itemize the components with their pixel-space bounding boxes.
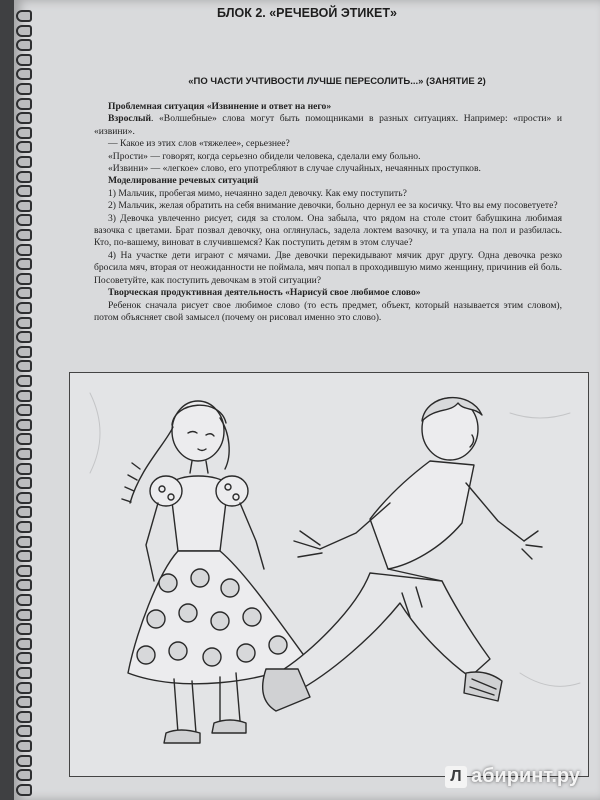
labirint-logo-icon: Л: [445, 766, 467, 788]
modeling-heading: Моделирование речевых ситуаций: [108, 175, 259, 187]
binding-ring: [16, 229, 32, 241]
binding-ring: [16, 609, 32, 621]
binding-ring: [16, 156, 32, 168]
binding-ring: [16, 302, 32, 314]
situation-2: 2) Мальчик, желая обратить на себя внимание девочки, больно дернул ее за косичку. Что вы ему посоветуете?: [108, 200, 558, 212]
binding-ring: [16, 214, 32, 226]
binding-ring: [16, 273, 32, 285]
binding-ring: [16, 638, 32, 650]
binding-ring: [16, 725, 32, 737]
binding-ring: [16, 375, 32, 387]
adult-paragraph: [94, 113, 562, 138]
binding-ring: [16, 521, 32, 533]
illustration-frame: [69, 372, 589, 777]
binding-ring: [16, 682, 32, 694]
question-line: — Какое из этих слов «тяжелее», серьезнее?: [108, 138, 290, 150]
binding-ring: [16, 565, 32, 577]
binding-ring: [16, 740, 32, 752]
binding-ring: [16, 784, 32, 796]
binding-ring: [16, 652, 32, 664]
binding-ring: [16, 463, 32, 475]
binding-ring: [16, 68, 32, 80]
binding-ring: [16, 98, 32, 110]
binding-ring: [16, 448, 32, 460]
binding-ring: [16, 287, 32, 299]
situation-1: 1) Мальчик, пробегая мимо, нечаянно задел девочку. Как ему поступить?: [108, 187, 407, 199]
binding-ring: [16, 623, 32, 635]
binding-ring: [16, 244, 32, 256]
binding-ring: [16, 54, 32, 66]
lesson-text: [94, 101, 562, 324]
binding-ring: [16, 317, 32, 329]
binding-ring: [16, 696, 32, 708]
binding-ring: [16, 25, 32, 37]
binding-ring: [16, 419, 32, 431]
situation-4: 4) На участке дети играют с мячами. Две девочки перекидывают мячик друг другу. Одна девочка резко бросила мяч, вторая от неожиданности не поймала, мяч попал в проходившую мимо женщину, причинив ей боль. Посоветуйте, как поступить девочкам в этой ситуации?: [94, 249, 562, 286]
adult-text: . «Волшебные» слова могут быть помощниками в разных ситуациях. Например: «прости» и «извини».: [94, 113, 562, 137]
binding-ring: [16, 433, 32, 445]
creative-text: Ребенок сначала рисует свое любимое слово (то есть предмет, объект, который называется этим словом), потом объясняет свой замысел (почему он рисовал именно это слово).: [94, 299, 562, 323]
situation-heading: Проблемная ситуация «Извинение и ответ на него»: [108, 101, 332, 112]
binding-ring: [16, 536, 32, 548]
adult-label: Взрослый: [108, 113, 152, 125]
binding-ring: [16, 755, 32, 767]
binding-ring: [16, 331, 32, 343]
situation-3: 3) Девочка увлеченно рисует, сидя за столом. Она забыла, что рядом на столе стоит бабушкина любимая вазочка с цветами. Брат позвал девочку, она оглянулась, задела локтем вазочку, и та упала на пол и разбилась. Кто, по-вашему, виноват в случившемся? Как поступить детям в этом случае?: [94, 212, 562, 249]
binding-ring: [16, 550, 32, 562]
binding-ring: [16, 404, 32, 416]
binding-ring: [16, 390, 32, 402]
prosti-line: «Прости» — говорят, когда серьезно обидели человека, сделали ему больно.: [108, 150, 421, 162]
binding-ring: [16, 579, 32, 591]
binding-ring: [16, 594, 32, 606]
binding-ring: [16, 346, 32, 358]
labirint-watermark: [445, 765, 580, 788]
spiral-binding: [14, 0, 44, 800]
binding-ring: [16, 667, 32, 679]
binding-ring: [16, 506, 32, 518]
binding-ring: [16, 769, 32, 781]
binding-ring: [16, 83, 32, 95]
binding-ring: [16, 200, 32, 212]
binding-ring: [16, 258, 32, 270]
block-title: БЛОК 2. «РЕЧЕВОЙ ЭТИКЕТ»: [217, 6, 397, 20]
lesson-title: «ПО ЧАСТИ УЧТИВОСТИ ЛУЧШЕ ПЕРЕСОЛИТЬ...» (ЗАНЯТИЕ 2): [188, 76, 486, 87]
watermark-text: абиринт.ру: [470, 765, 580, 787]
binding-ring: [16, 141, 32, 153]
binding-ring: [16, 711, 32, 723]
binding-ring: [16, 360, 32, 372]
girl-and-boy-drawing: [70, 373, 588, 776]
binding-ring: [16, 39, 32, 51]
binding-ring: [16, 127, 32, 139]
creative-heading: Творческая продуктивная деятельность «Нарисуй свое любимое слово»: [108, 287, 421, 299]
binding-ring: [16, 171, 32, 183]
izvini-line: «Извини» — «легкое» слово, его употребляют в случае случайных, нечаянных проступков.: [108, 163, 481, 175]
binding-ring: [16, 112, 32, 124]
binding-ring: [16, 185, 32, 197]
book-page: [14, 0, 600, 800]
binding-ring: [16, 492, 32, 504]
binding-ring: [16, 477, 32, 489]
